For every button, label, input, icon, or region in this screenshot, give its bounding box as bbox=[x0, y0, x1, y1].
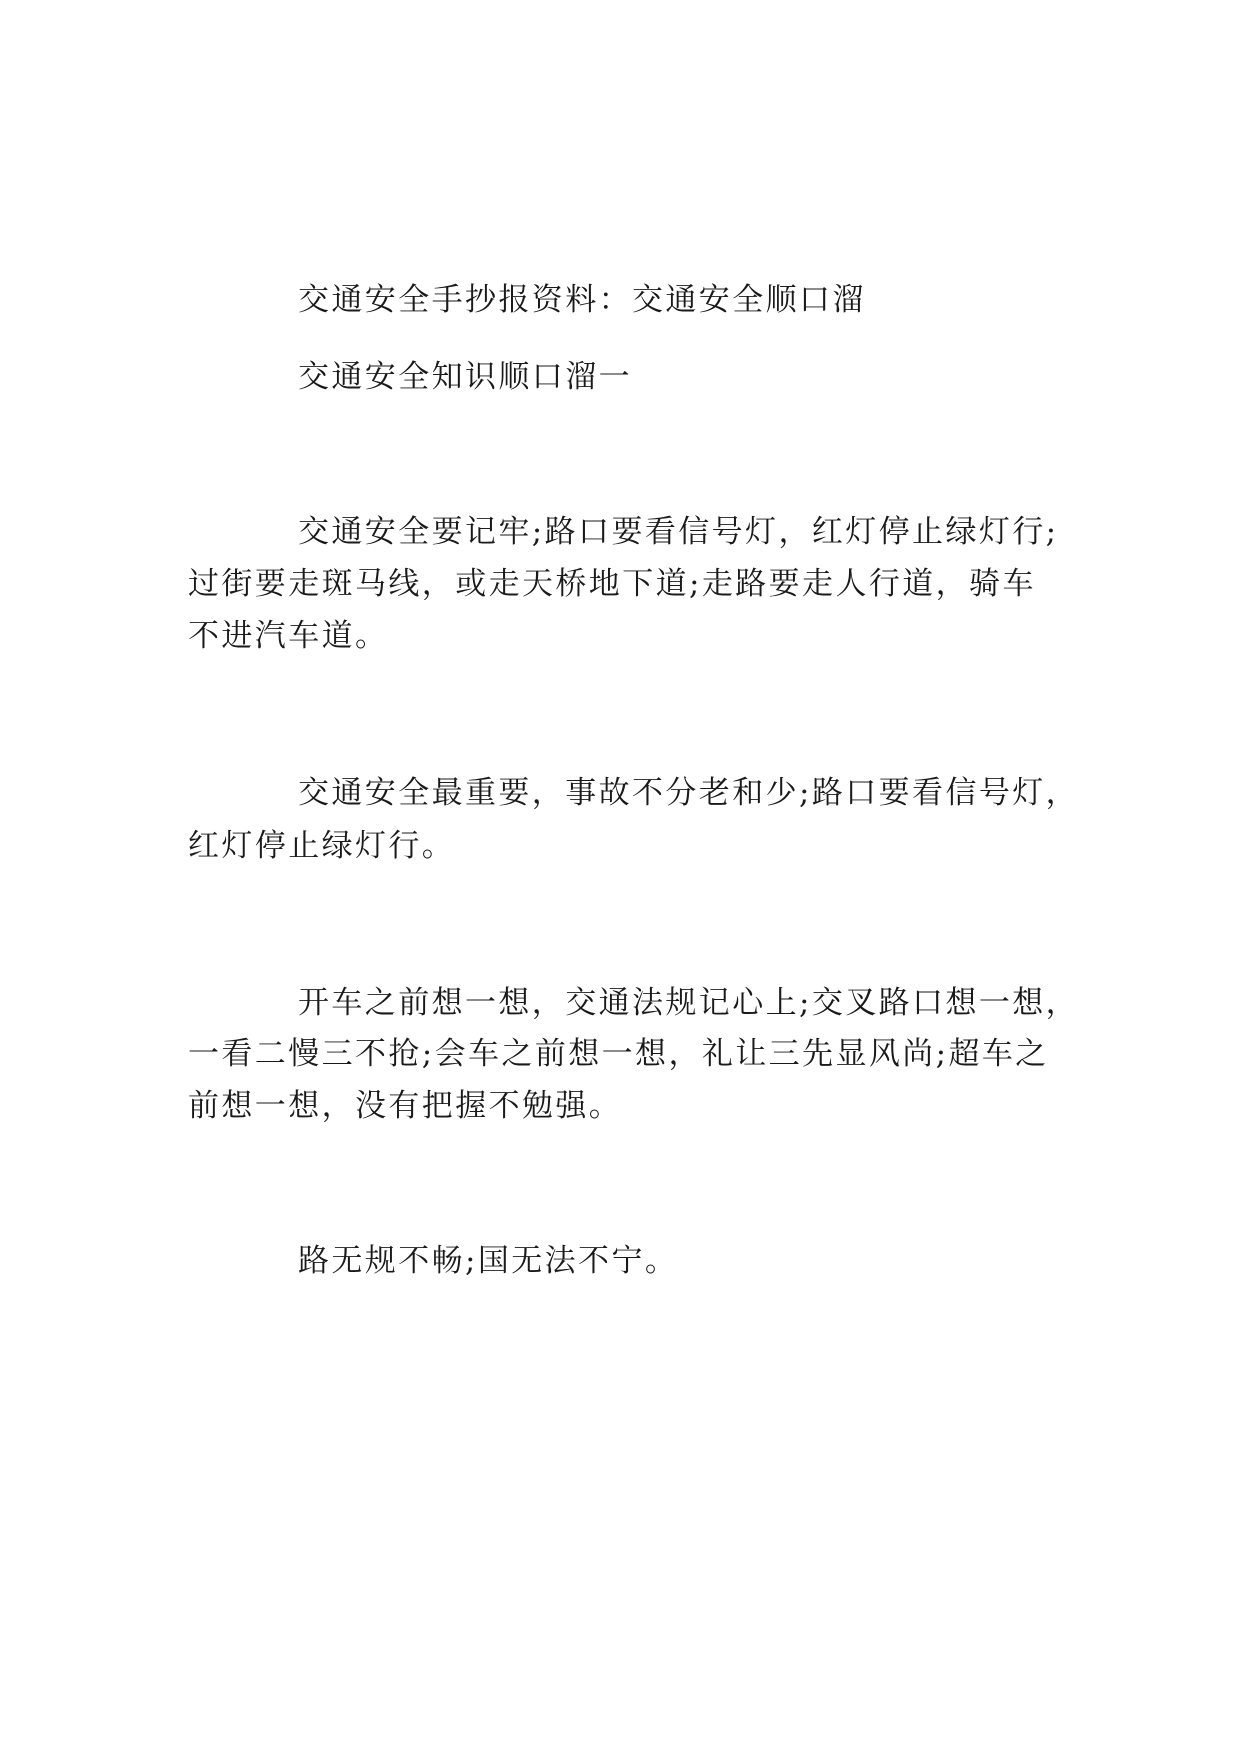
paragraph-line: 不进汽车道。 bbox=[188, 618, 389, 654]
paragraph-line: 路无规不畅;国无法不宁。 bbox=[298, 1243, 679, 1279]
paragraph-line: 一看二慢三不抢;会车之前想一想，礼让三先显风尚;超车之 bbox=[188, 1036, 1049, 1072]
paragraph-line: 前想一想，没有把握不勉强。 bbox=[188, 1088, 623, 1124]
paragraph-line: 开车之前想一想，交通法规记心上;交叉路口想一想， bbox=[298, 985, 1080, 1021]
paragraph-line: 交通安全最重要，事故不分老和少;路口要看信号灯， bbox=[298, 775, 1080, 811]
document-title: 交通安全手抄报资料：交通安全顺口溜 bbox=[298, 282, 866, 318]
paragraph-line: 红灯停止绿灯行。 bbox=[188, 828, 456, 864]
paragraph-line: 过街要走斑马线，或走天桥地下道;走路要走人行道，骑车 bbox=[188, 566, 1036, 602]
paragraph-line: 交通安全要记牢;路口要看信号灯，红灯停止绿灯行; bbox=[298, 514, 1059, 550]
document-subtitle: 交通安全知识顺口溜一 bbox=[298, 359, 632, 395]
